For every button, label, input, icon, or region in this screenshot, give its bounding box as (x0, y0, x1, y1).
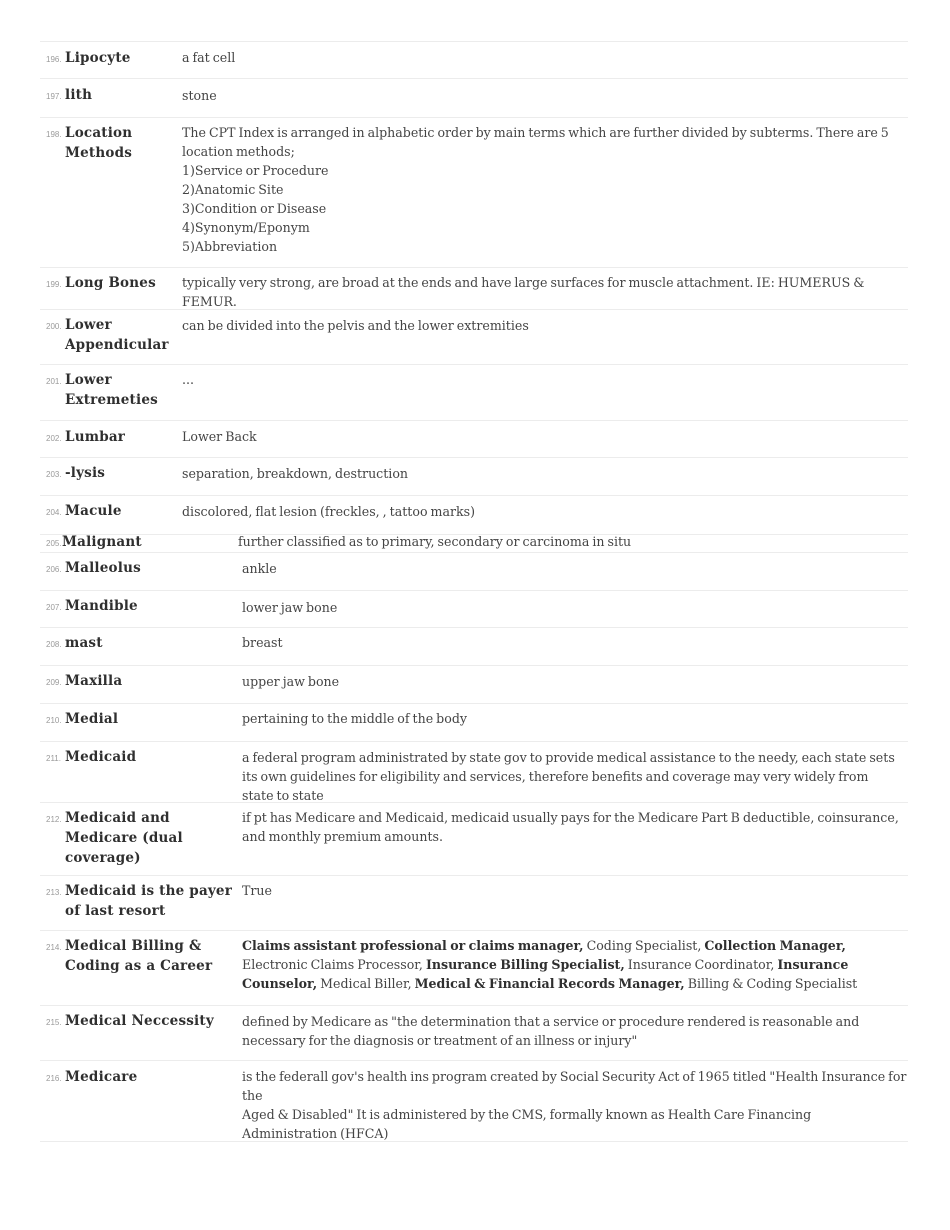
entry-term: Mandible (65, 598, 138, 614)
glossary-entry (40, 420, 908, 457)
glossary-entry (40, 552, 908, 590)
entry-number: 199. (46, 280, 62, 289)
definition-bold-part: Claims assistant professional or claims manager, (242, 938, 584, 953)
glossary-entry (40, 665, 908, 703)
entry-term: Lower Extremeties (65, 372, 158, 408)
entry-term: Lumbar (65, 429, 126, 445)
entry-definition: can be divided into the pelvis and the lower extremities (182, 318, 529, 333)
entry-number: 207. (46, 603, 62, 612)
glossary-entry (40, 802, 908, 875)
entry-number: 211. (46, 754, 61, 763)
glossary-entry (40, 703, 908, 741)
glossary-entry (40, 1005, 908, 1060)
entry-term: Medicare (65, 1069, 138, 1085)
entry-number: 208. (46, 640, 62, 649)
entry-term: Long Bones (65, 275, 156, 291)
entry-number: 204. (46, 508, 62, 517)
glossary-entry (40, 875, 908, 930)
entry-definition: lower jaw bone (242, 600, 338, 615)
entry-term: Malignant (62, 534, 142, 550)
glossary-entry (40, 930, 908, 1005)
entry-definition: a fat cell (182, 50, 236, 65)
entry-number: 212. (46, 815, 62, 824)
entry-definition: stone (182, 88, 217, 103)
entry-term: Maxilla (65, 673, 123, 689)
entry-definition: The CPT Index is arranged in alphabetic order by main terms which are further divided by subterms. There are 5 location methods; 1)Service or Procedure 2)Anatomic Site 3)Condition or Disease 4)Synonym/Eponym 5)Abbreviation (182, 125, 889, 254)
entry-term: lith (65, 87, 93, 103)
glossary-entry (40, 590, 908, 627)
entry-term: Medicaid is the payer of last resort (65, 883, 233, 919)
entry-number: 196. (46, 55, 62, 64)
entry-term: Medicaid (65, 749, 137, 765)
entry-number: 202. (46, 434, 62, 443)
entry-definition: separation, breakdown, destruction (182, 466, 409, 481)
glossary-entry (40, 457, 908, 495)
entry-term: Medicaid and Medicare (dual coverage) (65, 810, 183, 866)
glossary-entry (40, 41, 908, 78)
entry-number: 198. (46, 130, 62, 139)
entry-term: Medial (65, 711, 119, 727)
entry-number: 215. (46, 1018, 62, 1027)
glossary-entry (40, 364, 908, 420)
entry-definition: Lower Back (182, 429, 257, 444)
entry-definition (242, 936, 880, 993)
entry-number: 209. (46, 678, 62, 687)
entry-definition: is the federall gov's health ins program created by Social Security Act of 1965 titled "Health Insurance for the Aged & Disabled" It is administered by the CMS, formally known as Health Care Financing Administration (HFCA) (242, 1069, 907, 1141)
entry-number: 213. (46, 888, 62, 897)
glossary-entry (40, 1060, 908, 1142)
definition-part: Insurance Coordinator, (624, 957, 778, 972)
entry-number: 205. (46, 539, 62, 548)
entry-number: 214. (46, 943, 62, 952)
glossary-entry (40, 534, 908, 552)
entry-term: Medical Billing & Coding as a Career (65, 938, 213, 974)
entry-number: 210. (46, 716, 62, 725)
glossary-entry (40, 627, 908, 665)
entry-definition: if pt has Medicare and Medicaid, medicaid usually pays for the Medicare Part B deductible, coinsurance, and monthly premium amounts. (242, 810, 899, 844)
entry-number: 206. (46, 565, 62, 574)
glossary-entry (40, 267, 908, 309)
entry-definition: True (242, 883, 272, 898)
entry-definition: typically very strong, are broad at the ends and have large surfaces for muscle attachment. IE: HUMERUS & FEMUR. (182, 275, 865, 309)
glossary-entry (40, 78, 908, 117)
definition-bold-part: Insurance Counselor, (242, 957, 849, 991)
entry-definition: ... (182, 372, 195, 387)
entry-definition: ankle (242, 561, 277, 576)
entry-term: Malleolus (65, 560, 141, 576)
definition-part: Coding Specialist, (583, 938, 705, 953)
entry-number: 200. (46, 322, 62, 331)
entry-term: -lysis (65, 465, 106, 481)
entry-definition: a federal program administrated by state gov to provide medical assistance to the needy, each state sets its own guidelines for eligibility and services, therefore benefits and coverage may very widely from state to state (242, 750, 895, 803)
entry-definition: defined by Medicare as "the determination that a service or procedure rendered is reasonable and necessary for the diagnosis or treatment of an illness or injury" (242, 1014, 860, 1048)
glossary-entry (40, 117, 908, 267)
definition-part: Medical Biller, (317, 976, 415, 991)
entry-number: 203. (46, 470, 62, 479)
entry-number: 197. (46, 92, 62, 101)
definition-bold-part: Medical & Financial Records Manager, (414, 976, 685, 991)
entry-definition: further classified as to primary, secondary or carcinoma in situ (238, 534, 632, 549)
entry-number: 216. (46, 1074, 62, 1083)
glossary-entry (40, 495, 908, 534)
entry-definition: discolored, flat lesion (freckles, , tattoo marks) (182, 504, 476, 519)
definition-bold-part: Collection Manager, (704, 938, 846, 953)
entry-number: 201. (46, 377, 62, 386)
entry-term: Medical Neccessity (65, 1013, 214, 1029)
entry-definition: pertaining to the middle of the body (242, 711, 467, 726)
entry-definition: upper jaw bone (242, 674, 340, 689)
entry-term: Lipocyte (65, 50, 131, 66)
glossary-entry (40, 741, 908, 802)
entry-definition: breast (242, 635, 283, 650)
entry-term: Location Methods (65, 125, 133, 161)
glossary-list (40, 41, 908, 1142)
entry-term: mast (65, 635, 103, 651)
glossary-entry (40, 309, 908, 364)
entry-term: Macule (65, 503, 122, 519)
definition-part: Electronic Claims Processor, (242, 957, 426, 972)
entry-term: Lower Appendicular (65, 317, 169, 353)
definition-part: Billing & Coding Specialist (684, 976, 858, 991)
definition-bold-part: Insurance Billing Specialist, (425, 957, 625, 972)
